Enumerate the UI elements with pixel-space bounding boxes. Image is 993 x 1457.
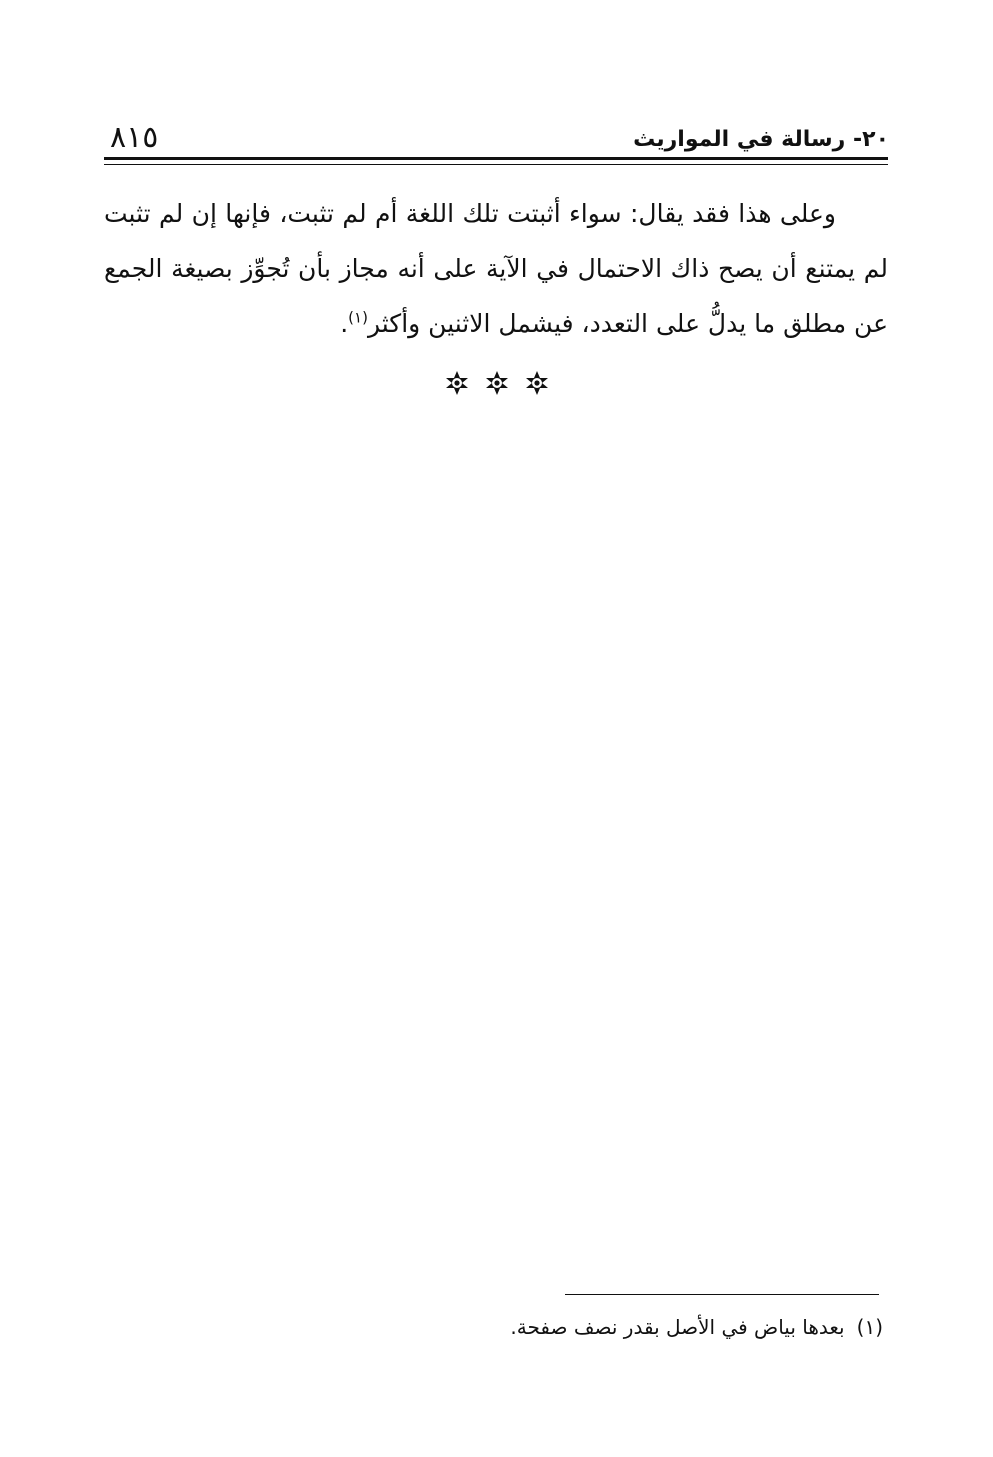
section-divider-ornaments [0,370,993,400]
page-number: ٨١٥ [110,120,159,155]
header-rule-thick [104,157,888,160]
header-rule-thin [104,164,888,165]
running-title: ٢٠- رسالة في المواريث [633,127,889,152]
star-ornament-icon [444,370,470,396]
footnote-marker: (١) [856,1315,883,1339]
footnote-reference[interactable]: (١) [348,308,368,327]
footnote-separator [565,1294,879,1295]
footnote [510,1312,883,1342]
body-paragraph [104,186,888,351]
footnote-text: بعدها بياض في الأصل بقدر نصف صفحة. [510,1315,845,1339]
star-ornament-icon [484,370,510,396]
star-ornament-icon [524,370,550,396]
paragraph-end-punct: . [340,309,349,338]
body-paragraph-text: وعلى هذا فقد يقال: سواء أثبتت تلك اللغة أم لم تثبت، فإنها إن لم تثبت لم يمتنع أن يصح ذاك الاحتمال في الآية على أنه مجاز بأن تُجوِّز بصيغة الجمع عن مطلق ما يدلُّ على التعدد، فيشمل الاثنين وأكثر [104,199,888,338]
